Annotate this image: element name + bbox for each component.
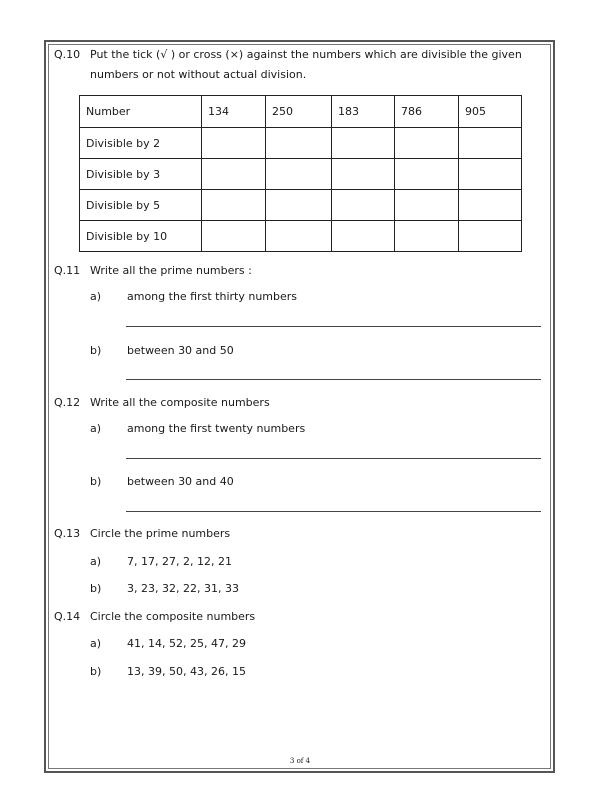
table-header-cell: Number	[80, 96, 202, 128]
q11-a-answer-line[interactable]	[126, 326, 541, 327]
answer-cell[interactable]	[459, 159, 522, 190]
table-row	[80, 159, 522, 190]
table-header-cell: 134	[202, 96, 266, 128]
q13-a-text: 7, 17, 27, 2, 12, 21	[127, 555, 232, 568]
q12-a-text: among the first twenty numbers	[127, 422, 306, 435]
answer-cell[interactable]	[202, 190, 266, 221]
q11-b-label: b)	[90, 344, 102, 357]
answer-cell[interactable]	[332, 128, 395, 159]
table-header-row	[80, 96, 522, 128]
q12-a-answer-line[interactable]	[126, 458, 541, 459]
table-row	[80, 128, 522, 159]
q12-b-text: between 30 and 40	[127, 475, 234, 488]
answer-cell[interactable]	[395, 190, 459, 221]
q10-text-line1: Put the tick (√ ) or cross (×) against the numbers which are divisible the given	[90, 48, 522, 61]
table-row	[80, 221, 522, 252]
answer-cell[interactable]	[459, 128, 522, 159]
divisibility-table	[79, 95, 522, 252]
answer-cell[interactable]	[202, 128, 266, 159]
q12-text: Write all the composite numbers	[90, 396, 270, 409]
q14-b-label: b)	[90, 665, 102, 678]
q12-b-label: b)	[90, 475, 102, 488]
row-label: Divisible by 10	[80, 221, 202, 252]
q10-number: Q.10	[54, 48, 81, 61]
answer-cell[interactable]	[459, 221, 522, 252]
table-row	[80, 190, 522, 221]
q11-text: Write all the prime numbers :	[90, 264, 252, 277]
q13-a-label: a)	[90, 555, 102, 568]
row-label: Divisible by 5	[80, 190, 202, 221]
q11-a-label: a)	[90, 290, 102, 303]
row-label: Divisible by 2	[80, 128, 202, 159]
q14-number: Q.14	[54, 610, 81, 623]
answer-cell[interactable]	[266, 159, 332, 190]
answer-cell[interactable]	[395, 128, 459, 159]
answer-cell[interactable]	[266, 190, 332, 221]
answer-cell[interactable]	[202, 159, 266, 190]
answer-cell[interactable]	[202, 221, 266, 252]
answer-cell[interactable]	[332, 159, 395, 190]
table-header-cell: 250	[266, 96, 332, 128]
answer-cell[interactable]	[332, 221, 395, 252]
q13-b-text: 3, 23, 32, 22, 31, 33	[127, 582, 239, 595]
answer-cell[interactable]	[395, 159, 459, 190]
table-header-cell: 905	[459, 96, 522, 128]
q11-number: Q.11	[54, 264, 81, 277]
page-number: 3 of 4	[289, 757, 311, 765]
q14-a-text: 41, 14, 52, 25, 47, 29	[127, 637, 246, 650]
q13-text: Circle the prime numbers	[90, 527, 231, 540]
q13-b-label: b)	[90, 582, 102, 595]
row-label: Divisible by 3	[80, 159, 202, 190]
table-header-cell: 183	[332, 96, 395, 128]
q11-a-text: among the first thirty numbers	[127, 290, 298, 303]
q11-b-answer-line[interactable]	[126, 379, 541, 380]
q10-text-line2: numbers or not without actual division.	[90, 68, 307, 81]
q13-number: Q.13	[54, 527, 81, 540]
answer-cell[interactable]	[266, 221, 332, 252]
q12-a-label: a)	[90, 422, 102, 435]
answer-cell[interactable]	[266, 128, 332, 159]
q12-number: Q.12	[54, 396, 81, 409]
q14-text: Circle the composite numbers	[90, 610, 256, 623]
answer-cell[interactable]	[459, 190, 522, 221]
q14-a-label: a)	[90, 637, 102, 650]
answer-cell[interactable]	[395, 221, 459, 252]
table-header-cell: 786	[395, 96, 459, 128]
q11-b-text: between 30 and 50	[127, 344, 234, 357]
q14-b-text: 13, 39, 50, 43, 26, 15	[127, 665, 246, 678]
q12-b-answer-line[interactable]	[126, 511, 541, 512]
answer-cell[interactable]	[332, 190, 395, 221]
